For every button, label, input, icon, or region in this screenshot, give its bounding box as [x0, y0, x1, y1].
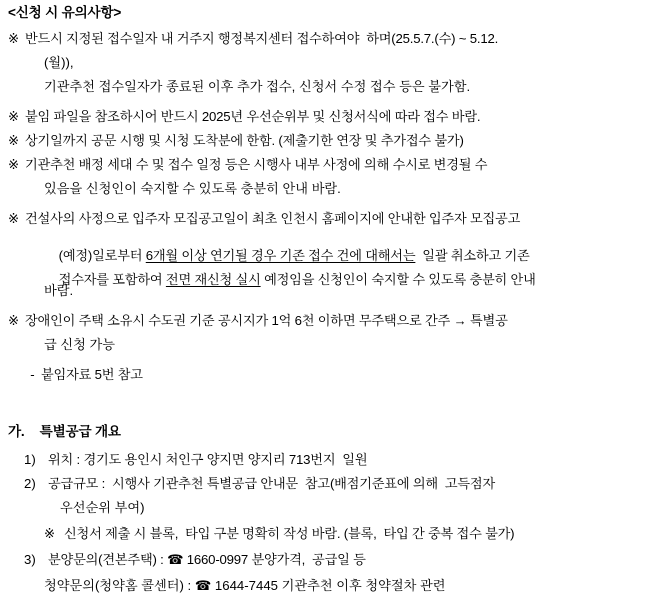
bullet-marker: ※: [8, 211, 20, 226]
dash-marker: -: [30, 367, 35, 382]
section-item-line: 우선순위 부여): [60, 500, 145, 515]
bullet-marker: ※: [8, 109, 20, 124]
bullet-marker: ※: [8, 31, 20, 46]
notice-line: 있음을 신청인이 숙지할 수 있도록 충분히 안내 바람.: [44, 181, 341, 196]
section-item-line: 분양문의(견본주택) : ☎ 1660-0997 분양가격, 공급일 등: [48, 552, 366, 567]
notice-line-underlined: 6개월 이상 연기될 경우 기존 접수 건에 대해서는: [145, 248, 416, 264]
attachment-note-text: 붙임자료 5번 참고: [41, 367, 143, 382]
notice-line: 바람.: [44, 283, 74, 298]
section-item-line: 위치 : 경기도 용인시 처인구 양지면 양지리 713번지 일원: [48, 452, 368, 467]
notice-item-2: [8, 110, 648, 123]
list-marker: 2): [24, 476, 36, 491]
section-item-2-note: [44, 527, 648, 540]
notice-line: (월)),: [44, 55, 74, 70]
notice-line: 붙임 파일을 참조하시어 반드시 2025년 우선순위부 및 신청서식에 따라 접수 바람.: [25, 109, 481, 124]
section-item-2: [24, 477, 648, 490]
notice-item-4: [8, 158, 648, 171]
page-title: <신청 시 유의사항>: [8, 5, 122, 20]
notice-item-3: [8, 134, 648, 147]
section-item-1: [24, 453, 648, 466]
attachment-note: [24, 368, 648, 381]
section-item-line: 청약문의(청약홈 콜센터) : ☎ 1644-7445 기관추천 이후 청약절차 관련: [44, 578, 446, 593]
bullet-marker: ※: [44, 526, 56, 541]
section-label: 가.: [8, 424, 25, 439]
notice-item-1: [8, 32, 648, 45]
notice-item-6: [8, 314, 648, 327]
bullet-marker: ※: [8, 313, 20, 328]
list-marker: 1): [24, 452, 36, 467]
section-item-note-text: 신청서 제출 시 블록, 타입 구분 명확히 작성 바람. (블록, 타입 간 중복 접수 불가): [64, 526, 515, 541]
section-item-line: 공급규모 : 시행사 기관추천 특별공급 안내문 참고(배점기준표에 의해 고득점자: [48, 476, 496, 491]
notice-line-text: 일괄 취소하고 기존: [415, 248, 530, 264]
section-item-3: [24, 553, 648, 566]
notice-line: 건설사의 사정으로 입주자 모집공고일이 최초 인천시 홈페이지에 안내한 입주자 모집공고: [25, 211, 521, 226]
notice-line-underlined: 전면 재신청 실시: [165, 272, 261, 288]
section-title: 특별공급 개요: [39, 424, 121, 439]
notice-line-text: (예정)일로부터: [58, 248, 146, 264]
notice-item-5: [8, 212, 648, 225]
notice-line-text: 접수자를 포함하여: [58, 272, 166, 288]
notice-line: 기관추천 접수일자가 종료된 이후 추가 접수, 신청서 수정 접수 등은 불가함.: [44, 79, 471, 94]
notice-line: 급 신청 가능: [44, 337, 116, 352]
notice-line-text: 예정임을 신청인이 숙지할 수 있도록 충분히 안내: [260, 272, 536, 288]
notice-line: 기관추천 배정 세대 수 및 접수 일정 등은 시행사 내부 사정에 의해 수시로 변경될 수: [25, 157, 488, 172]
notice-line: 반드시 지정된 접수일자 내 거주지 행정복지센터 접수하여야 하며(25.5.7.(수) ~ 5.12.: [25, 31, 499, 46]
notice-line: 장애인이 주택 소유시 수도권 기준 공시지가 1억 6천 이하면 무주택으로 간주 → 특별공: [25, 313, 508, 328]
list-marker: 3): [24, 552, 36, 567]
section-heading: [8, 425, 121, 439]
bullet-marker: ※: [8, 133, 20, 148]
bullet-marker: ※: [8, 157, 20, 172]
notice-line: 상기일까지 공문 시행 및 시청 도착분에 한함. (제출기한 연장 및 추가접수 불가): [25, 133, 464, 148]
